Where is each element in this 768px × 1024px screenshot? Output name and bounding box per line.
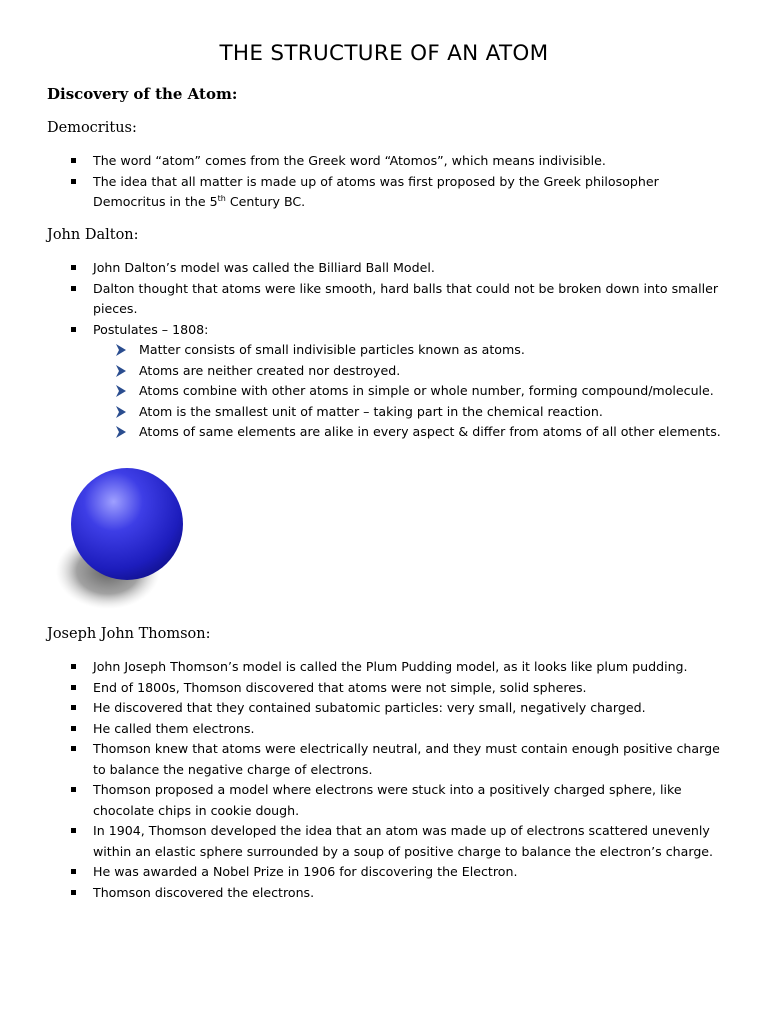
square-bullet-icon xyxy=(71,664,76,669)
billiard-ball-figure xyxy=(48,457,208,617)
square-bullet-icon xyxy=(71,726,76,731)
list-item: Thomson discovered the electrons. xyxy=(0,883,768,904)
sphere-icon xyxy=(48,457,208,617)
thomson-list xyxy=(0,657,768,903)
discovery-heading: Discovery of the Atom: xyxy=(47,85,238,103)
square-bullet-icon xyxy=(71,286,76,291)
list-item: He called them electrons. xyxy=(0,719,768,740)
postulates-list xyxy=(93,340,728,443)
square-bullet-icon xyxy=(71,265,76,270)
square-bullet-icon xyxy=(71,869,76,874)
list-item: The idea that all matter is made up of atoms was first proposed by the Greek philosopher Democritus in the 5th Century BC. xyxy=(0,172,768,213)
square-bullet-icon xyxy=(71,685,76,690)
list-item: Dalton thought that atoms were like smooth, hard balls that could not be broken down into smaller pieces. xyxy=(0,279,768,320)
postulate-item: Atoms are neither created nor destroyed. xyxy=(139,361,728,382)
arrow-bullet-icon xyxy=(115,340,127,360)
democritus-heading: Democritus: xyxy=(47,120,137,136)
postulate-item: Atoms of same elements are alike in every aspect & differ from atoms of all other elements. xyxy=(139,422,728,443)
page-title: THE STRUCTURE OF AN ATOM xyxy=(219,41,549,66)
square-bullet-icon xyxy=(71,327,76,332)
square-bullet-icon xyxy=(71,828,76,833)
list-item: John Dalton’s model was called the Billiard Ball Model. xyxy=(0,258,768,279)
arrow-bullet-icon xyxy=(115,361,127,381)
postulate-item: Atom is the smallest unit of matter – taking part in the chemical reaction. xyxy=(139,402,728,423)
thomson-heading: Joseph John Thomson: xyxy=(47,626,211,642)
list-item: He was awarded a Nobel Prize in 1906 for discovering the Electron. xyxy=(0,862,768,883)
dalton-list xyxy=(0,258,768,443)
square-bullet-icon xyxy=(71,787,76,792)
dalton-heading: John Dalton: xyxy=(47,227,139,243)
arrow-bullet-icon xyxy=(115,422,127,442)
list-item: End of 1800s, Thomson discovered that atoms were not simple, solid spheres. xyxy=(0,678,768,699)
list-item: Postulates – 1808: Matter consists of small indivisible particles known as atoms. Atoms are neither created nor destroyed. Atoms combine with other atoms in simple or whole number, forming compound/molecule. Atom is the smallest unit of matter – taking part in the chemical reaction. Atoms of same elements are alike in every aspect & differ from atoms of all other elements. xyxy=(0,320,768,443)
postulate-item: Atoms combine with other atoms in simple or whole number, forming compound/molecule. xyxy=(139,381,728,402)
postulate-item: Matter consists of small indivisible particles known as atoms. xyxy=(139,340,728,361)
list-item: John Joseph Thomson’s model is called the Plum Pudding model, as it looks like plum pudding. xyxy=(0,657,768,678)
square-bullet-icon xyxy=(71,158,76,163)
superscript: th xyxy=(217,193,226,203)
list-item: Thomson knew that atoms were electrically neutral, and they must contain enough positive charge to balance the negative charge of electrons. xyxy=(0,739,768,780)
list-item: The word “atom” comes from the Greek word “Atomos”, which means indivisible. xyxy=(0,151,768,172)
list-item: In 1904, Thomson developed the idea that an atom was made up of electrons scattered unevenly within an elastic sphere surrounded by a soup of positive charge to balance the electron’s charge. xyxy=(0,821,768,862)
list-item: He discovered that they contained subatomic particles: very small, negatively charged. xyxy=(0,698,768,719)
square-bullet-icon xyxy=(71,746,76,751)
arrow-bullet-icon xyxy=(115,381,127,401)
square-bullet-icon xyxy=(71,705,76,710)
democritus-list xyxy=(0,151,768,213)
list-item: Thomson proposed a model where electrons were stuck into a positively charged sphere, like chocolate chips in cookie dough. xyxy=(0,780,768,821)
arrow-bullet-icon xyxy=(115,402,127,422)
square-bullet-icon xyxy=(71,179,76,184)
square-bullet-icon xyxy=(71,890,76,895)
